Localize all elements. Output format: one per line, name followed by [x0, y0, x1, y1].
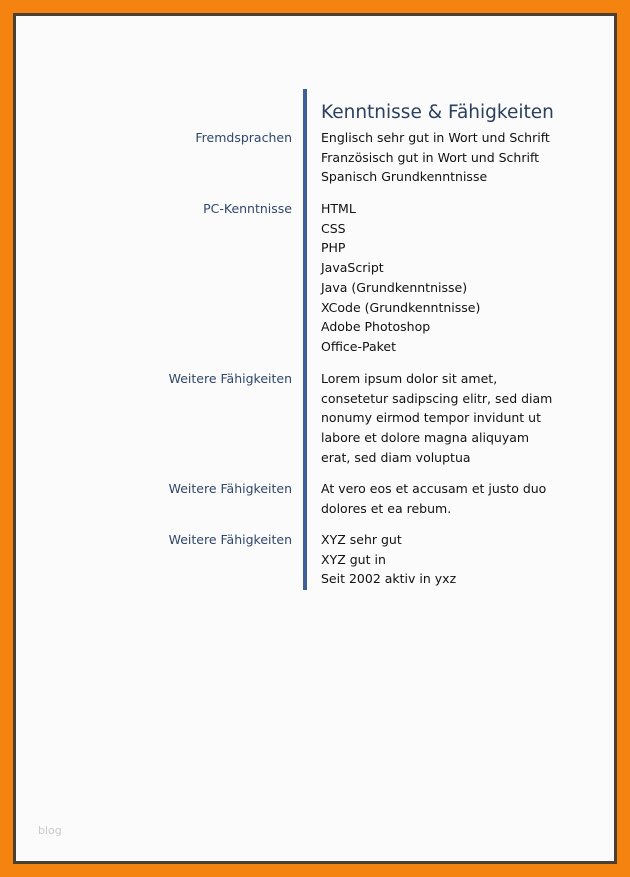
vertical-divider	[303, 89, 307, 590]
section-label: Weitere Fähigkeiten	[168, 371, 292, 386]
section-label: Weitere Fähigkeiten	[168, 532, 292, 547]
section-content	[321, 479, 546, 518]
content-line: JavaScript	[321, 260, 384, 276]
content-line: Office-Paket	[321, 338, 397, 354]
section-label: Fremdsprachen	[195, 130, 292, 145]
content-line: XCode (Grundkenntnisse)	[321, 299, 481, 315]
content-line: nonumy eirmod tempor invidunt ut	[321, 410, 541, 426]
content-line: At vero eos et accusam et justo duo	[321, 481, 547, 496]
content-line: XYZ sehr gut	[321, 532, 402, 547]
content-line: erat, sed diam voluptua	[321, 449, 471, 465]
content-line: CSS	[321, 220, 346, 236]
content-line: consetetur sadipscing elitr, sed diam	[321, 390, 553, 406]
watermark-text: blog	[38, 824, 62, 837]
section-content	[321, 369, 553, 468]
content-line: Französisch gut in Wort und Schrift	[321, 149, 540, 165]
content-line: PHP	[321, 240, 346, 256]
section-content	[321, 199, 546, 357]
content-line: Englisch sehr gut in Wort und Schrift	[321, 130, 550, 145]
content-line: Lorem ipsum dolor sit amet,	[321, 371, 498, 386]
content-line: Java (Grundkenntnisse)	[321, 279, 468, 295]
content-line: Adobe Photoshop	[321, 319, 431, 335]
section-content	[321, 128, 550, 187]
section-label: Weitere Fähigkeiten	[168, 481, 292, 496]
content-line: HTML	[321, 201, 356, 216]
document-frame	[13, 13, 617, 864]
content-line: dolores et ea rebum.	[321, 500, 452, 516]
content-line: labore et dolore magna aliquyam	[321, 430, 530, 446]
section-heading: Kenntnisse & Fähigkeiten	[321, 102, 554, 123]
section-content	[321, 530, 546, 589]
content-line: XYZ gut in	[321, 551, 386, 567]
content-line: Spanisch Grundkenntnisse	[321, 169, 488, 185]
section-label: PC-Kenntnisse	[203, 201, 292, 216]
content-line: Seit 2002 aktiv in yxz	[321, 571, 457, 587]
cv-page	[16, 16, 614, 861]
